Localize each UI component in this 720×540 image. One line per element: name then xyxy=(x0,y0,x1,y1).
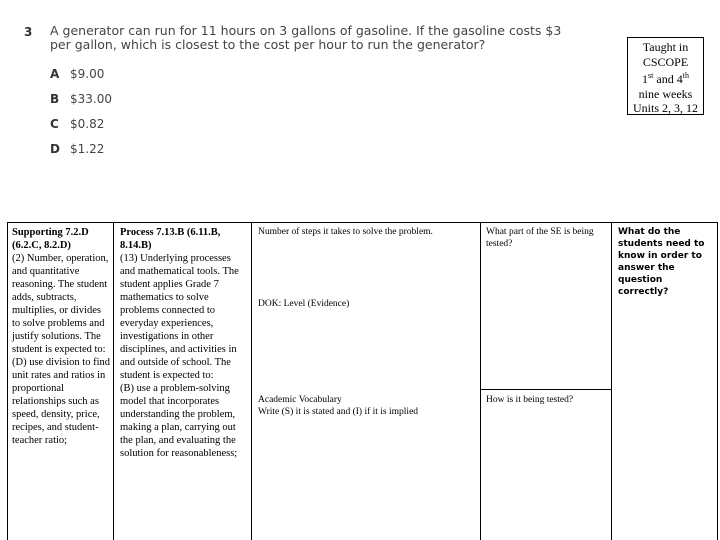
column-divider xyxy=(113,222,114,540)
steps-label: Number of steps it takes to solve the problem. xyxy=(258,227,433,237)
taught-line: CSCOPE xyxy=(642,54,689,69)
choice-letter: B xyxy=(50,92,60,106)
taught-line xyxy=(628,69,703,87)
choice-letter: C xyxy=(50,117,59,131)
taught-line: Units 2, 3, 12 xyxy=(632,101,698,115)
ordinal-suffix: st xyxy=(648,71,654,80)
how-label: How is it being tested? xyxy=(486,395,574,405)
row-divider xyxy=(480,389,612,390)
supporting-cell xyxy=(12,226,110,447)
choice-c[interactable] xyxy=(50,117,104,131)
supporting-title: Supporting 7.2.D (6.2.C, 8.2.D) xyxy=(12,227,89,251)
choice-text: $1.22 xyxy=(70,142,105,156)
process-detail: (B) use a problem-solving model that incorporates understanding the problem, making a plan, carrying out the plan, and evaluating the solution for reasonableness; xyxy=(120,383,238,459)
table-right-border xyxy=(717,222,718,540)
question-text: A generator can run for 11 hours on 3 gallons of gasoline. If the gasoline costs $3 per gallon, which is closest to the cost per hour to run the generator? xyxy=(50,23,562,52)
vocab-cell xyxy=(258,394,478,418)
choice-b[interactable] xyxy=(50,92,112,106)
process-cell xyxy=(120,226,248,460)
column-divider xyxy=(480,222,481,540)
table-left-border xyxy=(7,222,8,540)
taught-box xyxy=(627,37,704,115)
choice-letter: D xyxy=(50,142,60,156)
process-body: (13) Underlying processes and mathematical tools. The student applies Grade 7 mathematics to solve problems connected to everyday experiences, investigations in other disciplines, and activities in and outside of school. The student is expected to: xyxy=(120,253,239,381)
taught-line: nine weeks xyxy=(638,86,693,101)
ordinal: and 4 xyxy=(653,72,683,86)
column-divider xyxy=(611,222,612,540)
choice-a[interactable] xyxy=(50,67,104,81)
column-divider xyxy=(251,222,252,540)
taught-line: Taught in xyxy=(642,40,689,54)
choice-text: $0.82 xyxy=(70,117,105,131)
supporting-body: (2) Number, operation, and quantitative reasoning. The student adds, subtracts, multiplies, or divides to solve problems and justify solutions. The student is expected to: xyxy=(12,253,109,355)
ordinal-suffix: th xyxy=(682,71,689,80)
choice-d[interactable] xyxy=(50,142,104,156)
supporting-detail: (D) use division to find unit rates and ratios in proportional relationships such as speed, density, price, recipes, and student-teacher ratio; xyxy=(12,357,110,446)
vocab-label: Academic Vocabulary xyxy=(258,395,342,405)
ordinal: 1 xyxy=(642,72,649,86)
process-title: Process 7.13.B (6.11.B, 8.14.B) xyxy=(120,227,221,251)
se-label: What part of the SE is being tested? xyxy=(486,227,594,249)
choice-text: $9.00 xyxy=(70,67,105,81)
choice-letter: A xyxy=(50,67,60,81)
question-number: 3 xyxy=(24,25,33,39)
vocab-sub: Write (S) it is stated and (I) if it is implied xyxy=(258,407,419,417)
dok-label: DOK: Level (Evidence) xyxy=(258,299,350,309)
know-label: What do the students need to know in order to answer the question correctly? xyxy=(618,227,705,297)
choice-text: $33.00 xyxy=(70,92,112,106)
